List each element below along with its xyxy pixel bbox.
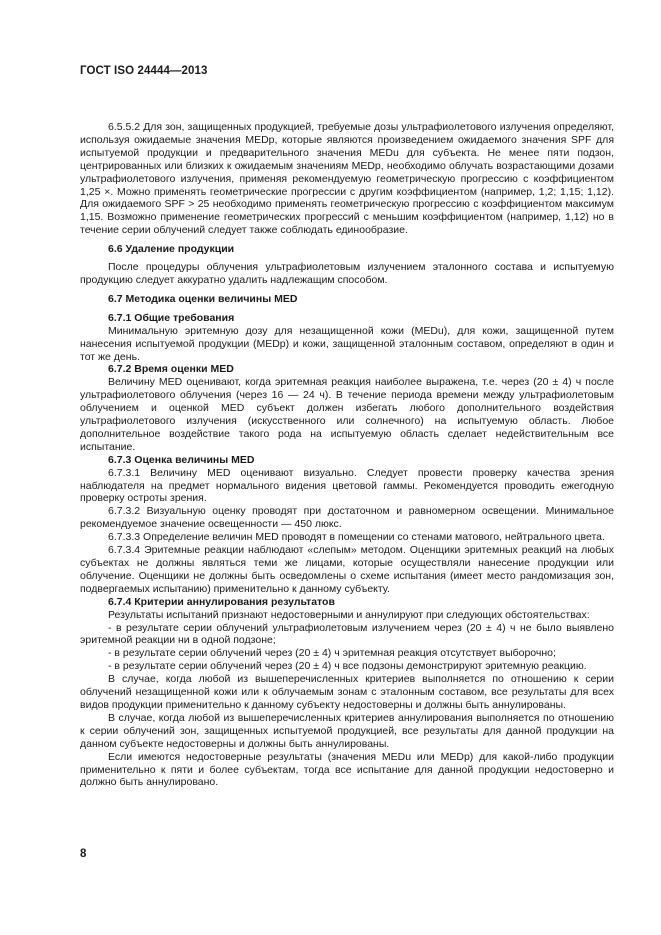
- page-header: ГОСТ ISO 24444—2013: [80, 65, 208, 77]
- list-item: - в результате серии облучений через (20 ± 4) ч эритемная реакция отсутствует выборочно;: [108, 647, 556, 660]
- heading-6-7: 6.7 Методика оценки величины MED: [108, 292, 298, 305]
- paragraph-case-1: В случае, когда любой из вышеперечисленных критериев выполняется по отношению к серии облучений незащищенной кожи или к облучаемым зонам с эталонным составом, все результаты для всех видов продукции применительно к данному субъекту недостоверны и должны быть аннулированы.: [80, 673, 614, 711]
- paragraph-6-6: После процедуры облучения ультрафиолетовым излучением эталонного состава и испытуемую продукцию следует аккуратно удалить надлежащим способом.: [80, 261, 614, 286]
- paragraph-6-5-5-2: 6.5.5.2 Для зон, защищенных продукцией, требуемые дозы ультрафиолетового излучения определяют, используя ожидаемые значения MEDp, которые являются произведением ожидаемого значения SPF для испытуемой продукции и предварительного значения MEDu для субъекта. Не менее пяти подзон, центрированных или близких к ожидаемым значениям MEDp, необходимо облучать возрастающими дозами ультрафиолетового излучения, применяя рекомендуемую геометрическую прогрессию с коэффициентом 1,25 ×. Можно применять геометрические прогрессии с другим коэффициентом (например, 1,2; 1,15; 1,12). Для ожидаемого SPF > 25 необходимо применять геометрическую прогрессию с коэффициентом максимум 1,15. Возможно применение геометрических прогрессий с меньшим коэффициентом (например, 1,12) но в течение серии облучений следует также соблюдать единообразие.: [80, 121, 614, 237]
- paragraph-6-7-3-3: 6.7.3.3 Определение величин MED проводят в помещении со стенами матового, нейтрального цвета.: [108, 531, 605, 544]
- heading-6-7-2: 6.7.2 Время оценки MED: [108, 363, 234, 376]
- paragraph-case-2: В случае, когда любой из вышеперечисленных критериев аннулирования выполняется по отношению к серии облучений зон, защищенных испытуемой продукцией, все результаты для данной продукции на данном субъекте недостоверны и должны быть аннулированы.: [80, 711, 614, 750]
- heading-6-7-1: 6.7.1 Общие требования: [108, 311, 235, 324]
- heading-6-7-4: 6.7.4 Критерии аннулирования результатов: [108, 595, 335, 608]
- heading-6-7-3: 6.7.3 Оценка величины MED: [108, 453, 255, 466]
- paragraph-6-7-3-1: 6.7.3.1 Величину MED оценивают визуально. Следует провести проверку качества зрения наблюдателя на предмет нормального видения цветовой гаммы. Рекомендуется проводить ежегодную проверку остроты зрения.: [80, 466, 614, 505]
- list-item: - в результате серии облучений ультрафиолетовым излучением через (20 ± 4) ч не было выявлено эритемной реакции ни в одной подзоне;: [80, 621, 614, 647]
- paragraph-6-7-3-4: 6.7.3.4 Эритемные реакции наблюдают «слепым» методом. Оценщики эритемных реакций на любых субъектах не должны являться теми же лицами, которые осуществляли нанесение продукции или облучение. Оценщики не должны быть осведомлены о схеме испытания (имеет место рандомизация зон, подвергаемых испытанию) применительно к данному субъекту.: [80, 544, 614, 595]
- list-item: - в результате серии облучений через (20 ± 4) ч все подзоны демонстрируют эритемную реакцию.: [108, 660, 587, 673]
- paragraph-6-7-3-2: 6.7.3.2 Визуальную оценку проводят при достаточном и равномерном освещении. Минимальное рекомендуемое значение освещенности — 450 люкс.: [80, 505, 614, 531]
- paragraph-6-7-1: Минимальную эритемную дозу для незащищенной кожи (MEDu), для кожи, защищенной путем нанесения испытуемой продукции (MEDp) и кожи, защищенной эталонным составом, определяют в один и тот же день.: [80, 324, 614, 363]
- paragraph-6-7-2: Величину MED оценивают, когда эритемная реакция наиболее выражена, т.е. через (20 ± 4) ч после ультрафиолетового облучения (через 16 — 24 ч). В течение периода времени между ультрафиолетовым облучением и оценкой MED субъект должен избегать любого дополнительного воздействия ультрафиолетового излучения (искусственного или солнечного) на испытуемую область. Любое дополнительное воздействие такого рода на испытуемую область сделает недействительным все испытание.: [80, 376, 614, 453]
- page-number: 8: [80, 848, 87, 860]
- document-body: [80, 121, 614, 789]
- paragraph-final: Если имеются недостоверные результаты (значения MEDu или MEDp) для какой-либо продукции применительно к пяти и более субъектам, тогда все испытание для данной продукции недостоверно и должно быть аннулировано.: [80, 750, 614, 789]
- heading-6-6: 6.6 Удаление продукции: [108, 243, 235, 256]
- paragraph-6-7-4: Результаты испытаний признают недостоверными и аннулируют при следующих обстоятельствах:: [108, 608, 590, 621]
